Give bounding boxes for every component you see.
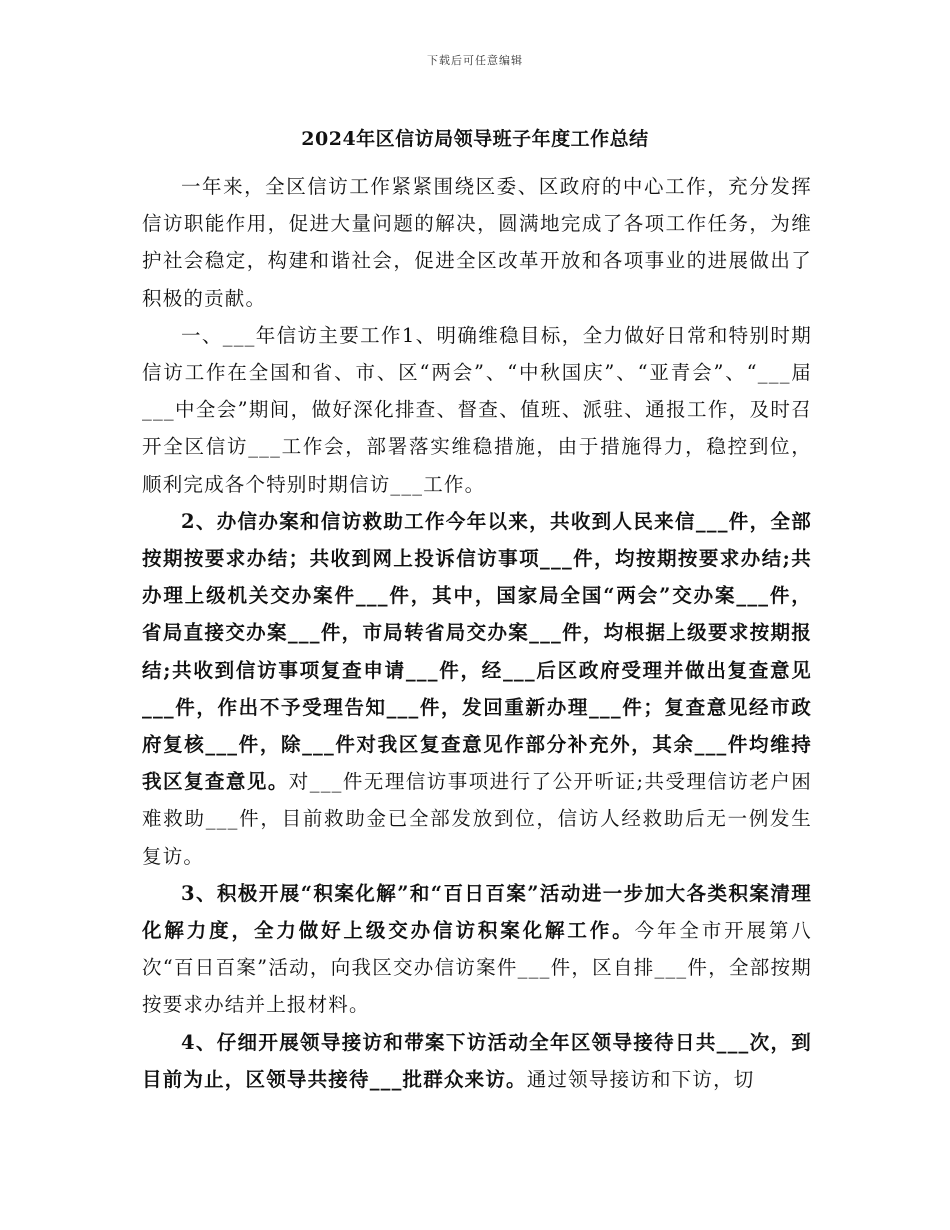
item-3-heading: 3、积极开展“积案化解”和“百日百案”活动进一步加大各类积案清理化解力度，全力做好上级交办信访积案化解工作。 <box>142 881 812 943</box>
paragraph-item-2 <box>142 503 812 875</box>
page-header: 下载后可任意编辑 <box>427 54 523 67</box>
document-title: 2024年区信访局领导班子年度工作总结 <box>301 128 649 150</box>
paragraph-item-3 <box>142 875 812 1024</box>
item-4-text: 通过领导接访和下访，切 <box>526 1067 755 1091</box>
item-4-heading: 4、仔细开展领导接访和带案下访活动全年区领导接待日共___次，到目前为止，区领导共接待___批群众来访。 <box>142 1030 812 1091</box>
document-body <box>142 168 812 1098</box>
paragraph-item-4 <box>142 1024 812 1098</box>
item-3-text: 今年全市开展第八次“百日百案”活动，向我区交办信访案件___件，区自排___件，全部按期按要求办结并上报材料。 <box>142 919 812 1017</box>
paragraph-section-1: 一、___年信访主要工作1、明确维稳目标，全力做好日常和特别时期信访工作在全国和省、市、区“两会”、“中秋国庆”、“亚青会”、“___届___中全会”期间，做好深化排查、督查、值班、派驻、通报工作，及时召开全区信访___工作会，部署落实维稳措施，由于措施得力，稳控到位，顺利完成各个特别时期信访___工作。 <box>142 323 812 496</box>
paragraph-intro: 一年来，全区信访工作紧紧围绕区委、区政府的中心工作，充分发挥信访职能作用，促进大量问题的解决，圆满地完成了各项工作任务，为维护社会稳定，构建和谐社会，促进全区改革开放和各项事业的进展做出了积极的贡献。 <box>142 175 812 310</box>
item-2-text: 对___件无理信访事项进行了公开听证;共受理信访老户困难救助___件，目前救助金已全部发放到位，信访人经救助后无一例发生复访。 <box>142 770 812 868</box>
item-2-heading: 2、办信办案和信访救助工作今年以来，共收到人民来信___件，全部按期按要求办结；共收到网上投诉信访事项___件，均按期按要求办结;共办理上级机关交办案件___件，其中，国家局全国“两会”交办案___件，省局直接交办案___件，市局转省局交办案___件，均根据上级要求按期报结;共收到信访事项复查申请___件，经___后区政府受理并做出复查意见___件，作出不予受理告知___件，发回重新办理___件；复查意见经市政府复核___件，除___件对我区复查意见作部分补充外，其余___件均维持我区复查意见。 <box>142 509 812 794</box>
